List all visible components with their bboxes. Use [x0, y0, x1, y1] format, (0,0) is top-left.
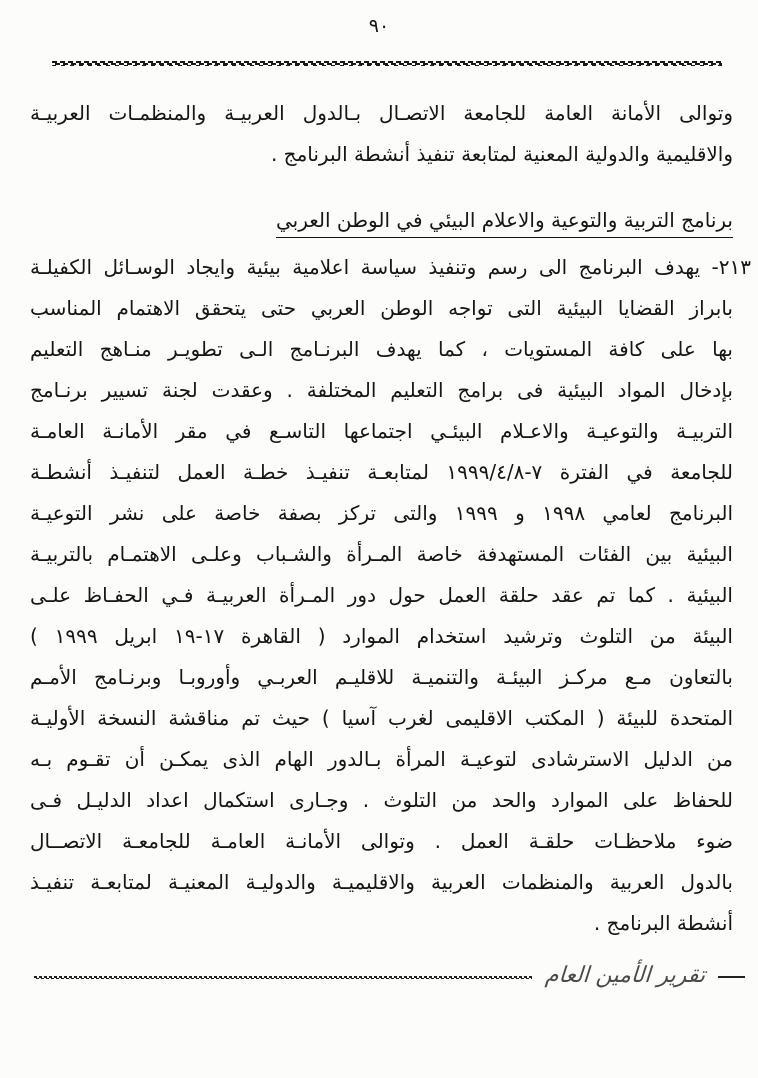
text-line	[30, 247, 751, 288]
footer-separator-rule	[34, 976, 532, 979]
text-line: والاقليمية والدولية المعنية لمتابعة تنفيذ أنشطة البرنامج .	[270, 142, 733, 166]
text-line: البيئة من التلوث وترشيد استخدام الموارد ( القاهرة ١٧-١٩ ابريل ١٩٩٩ )	[30, 624, 733, 648]
text-line: بالتعاون مـع مركـز البيئـة والتنميـة للاقليـم العربـي وأوروبـا وبرنـامج الأمـم	[30, 665, 733, 689]
text-line: البيئية بين الفئات المستهدفة خاصة المـرأة والشـباب وعلـى الاهتمـام بالتربيـة	[30, 542, 733, 566]
paragraph-213	[30, 247, 751, 944]
section-heading: برنامج التربية والتوعية والاعلام البيئي في الوطن العربي	[30, 205, 733, 235]
page-number: ٩٠	[368, 15, 390, 37]
text-line: ضوء ملاحظـات حلقـة العمل . وتوالى الأمانـة العامـة للجامعـة الاتصــال	[30, 829, 733, 853]
text-line: للحفاظ على الموارد والحد من التلوث . وجـارى استكمال اعداد الدليـل فـى	[30, 788, 733, 812]
text-line: بالدول العربية والمنظمات العربية والاقليميـة والدوليـة المعنيـة لمتابعـة تنفيـذ	[30, 870, 733, 894]
text-line: البيئية . كما تم عقد حلقة العمل حول دور المـرأة العربيـة فـي الحفـاظ علـى	[30, 583, 733, 607]
text-line: للجامعة في الفترة ٧-١٩٩٩/٤/٨ لمتابعـة تنفيـذ خطـة العمل لتنفيـذ أنشطـة	[30, 460, 733, 484]
footer-dash	[718, 976, 745, 978]
text-line: أنشطة البرنامج .	[593, 911, 733, 935]
text-line-content: يهدف البرنامج الى رسم وتنفيذ سياسة اعلامية بيئية وايجاد الوسـائل الكفيلـة	[30, 255, 701, 279]
text-line: بها على كافة المستويات ، كما يهدف البرنـامج الـى تطويـر منـاهج التعليم	[30, 337, 733, 361]
footer	[34, 958, 745, 996]
text-line: من الدليل الاسترشادى لتوعيـة المرأة بـالدور الهام الذى يمكـن أن تقـوم بـه	[30, 747, 733, 771]
text-line: وتوالى الأمانة العامة للجامعة الاتصـال بـالدول العربيـة والمنظمـات العربيـة	[30, 101, 733, 125]
text-line: البرنامج لعامي ١٩٩٨ و ١٩٩٩ والتى تركز بصفة خاصة على نشر التوعيـة	[30, 501, 734, 525]
text-line: المتحدة للبيئة ( المكتب الاقليمى لغرب آسيا ) حيث تم مناقشة النسخة الأوليـة	[30, 706, 733, 730]
intro-paragraph	[30, 93, 733, 175]
handwritten-note: تقرير الأمين العام	[544, 962, 707, 988]
item-number: ٢١٣-	[711, 255, 751, 279]
top-separator-rule	[52, 61, 722, 66]
text-line: بابراز القضايا البيئية التى تواجه الوطن العربي حتى يتحقق الاهتمام المناسب	[30, 296, 733, 320]
text-line: التربيـة والتوعيـة والاعـلام البيئـي اجتماعها التاسـع في مقر الأمانـة العامـة	[30, 419, 733, 443]
text-line: بإدخال المواد البيئية فى برامج التعليم المختلفة . وعقدت لجنة تسيير برنـامج	[30, 378, 733, 402]
